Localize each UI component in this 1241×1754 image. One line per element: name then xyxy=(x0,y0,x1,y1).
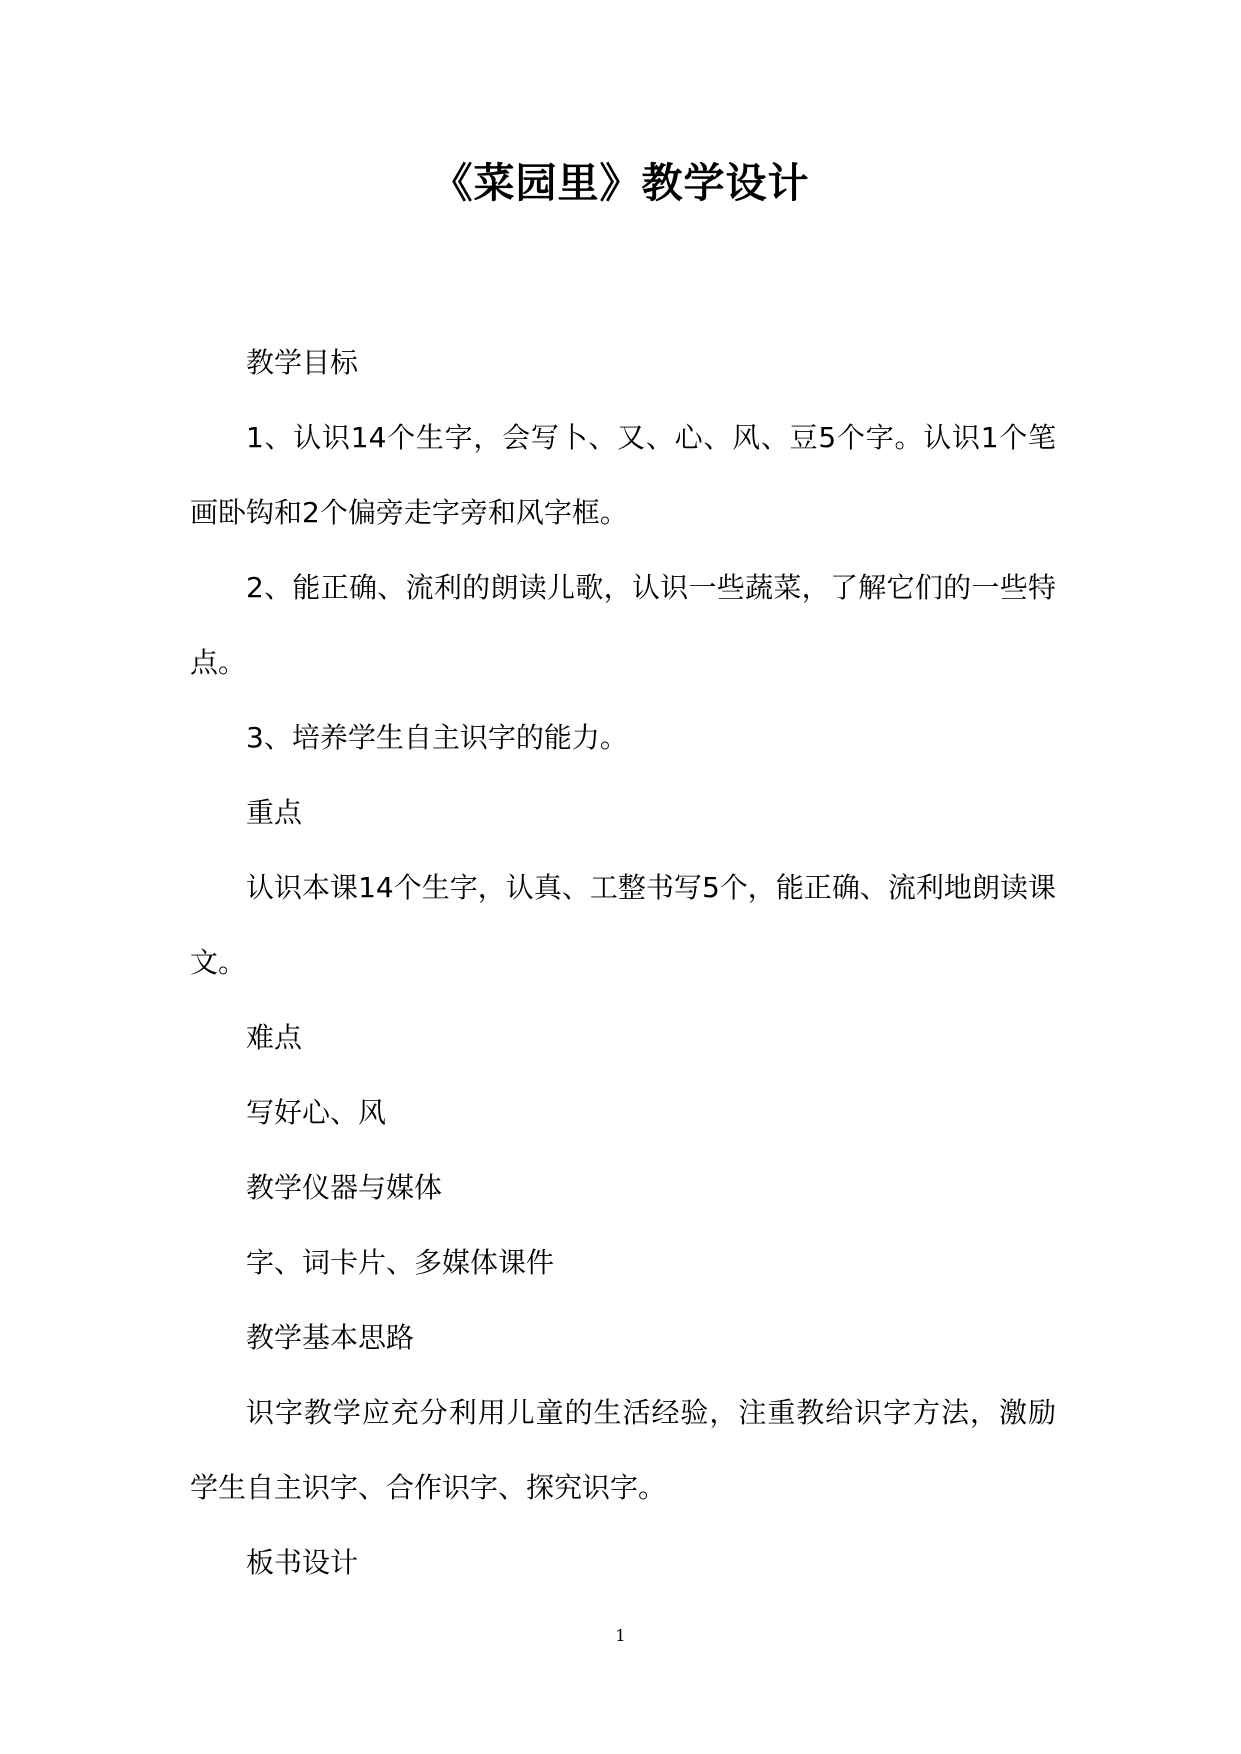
section-heading-media: 教学仪器与媒体 xyxy=(246,1171,443,1204)
page-number: 1 xyxy=(615,1626,626,1645)
document-body xyxy=(190,325,1056,1600)
difficulties-text: 写好心、风 xyxy=(246,1096,387,1129)
objective-item-2: 2、能正确、流利的朗读儿歌，认识一些蔬菜，了解它们的一些特点。 xyxy=(190,571,1056,679)
section-heading-objectives: 教学目标 xyxy=(246,346,359,379)
approach-text: 识字教学应充分利用儿童的生活经验，注重教给识字方法，激励学生自主识字、合作识字、探究识字。 xyxy=(190,1396,1056,1504)
objective-item-3: 3、培养学生自主识字的能力。 xyxy=(246,721,628,754)
media-text: 字、词卡片、多媒体课件 xyxy=(246,1246,555,1279)
key-points-text: 认识本课14个生字，认真、工整书写5个，能正确、流利地朗读课文。 xyxy=(190,871,1056,979)
section-heading-board-design: 板书设计 xyxy=(246,1546,359,1579)
section-heading-difficulties: 难点 xyxy=(246,1021,303,1054)
section-heading-approach: 教学基本思路 xyxy=(246,1321,415,1354)
objective-item-1: 1、认识14个生字，会写卜、又、心、风、豆5个字。认识1个笔画卧钩和2个偏旁走字旁和风字框。 xyxy=(190,421,1056,529)
document-title: 《菜园里》教学设计 xyxy=(431,159,810,207)
section-heading-key-points: 重点 xyxy=(246,796,303,829)
